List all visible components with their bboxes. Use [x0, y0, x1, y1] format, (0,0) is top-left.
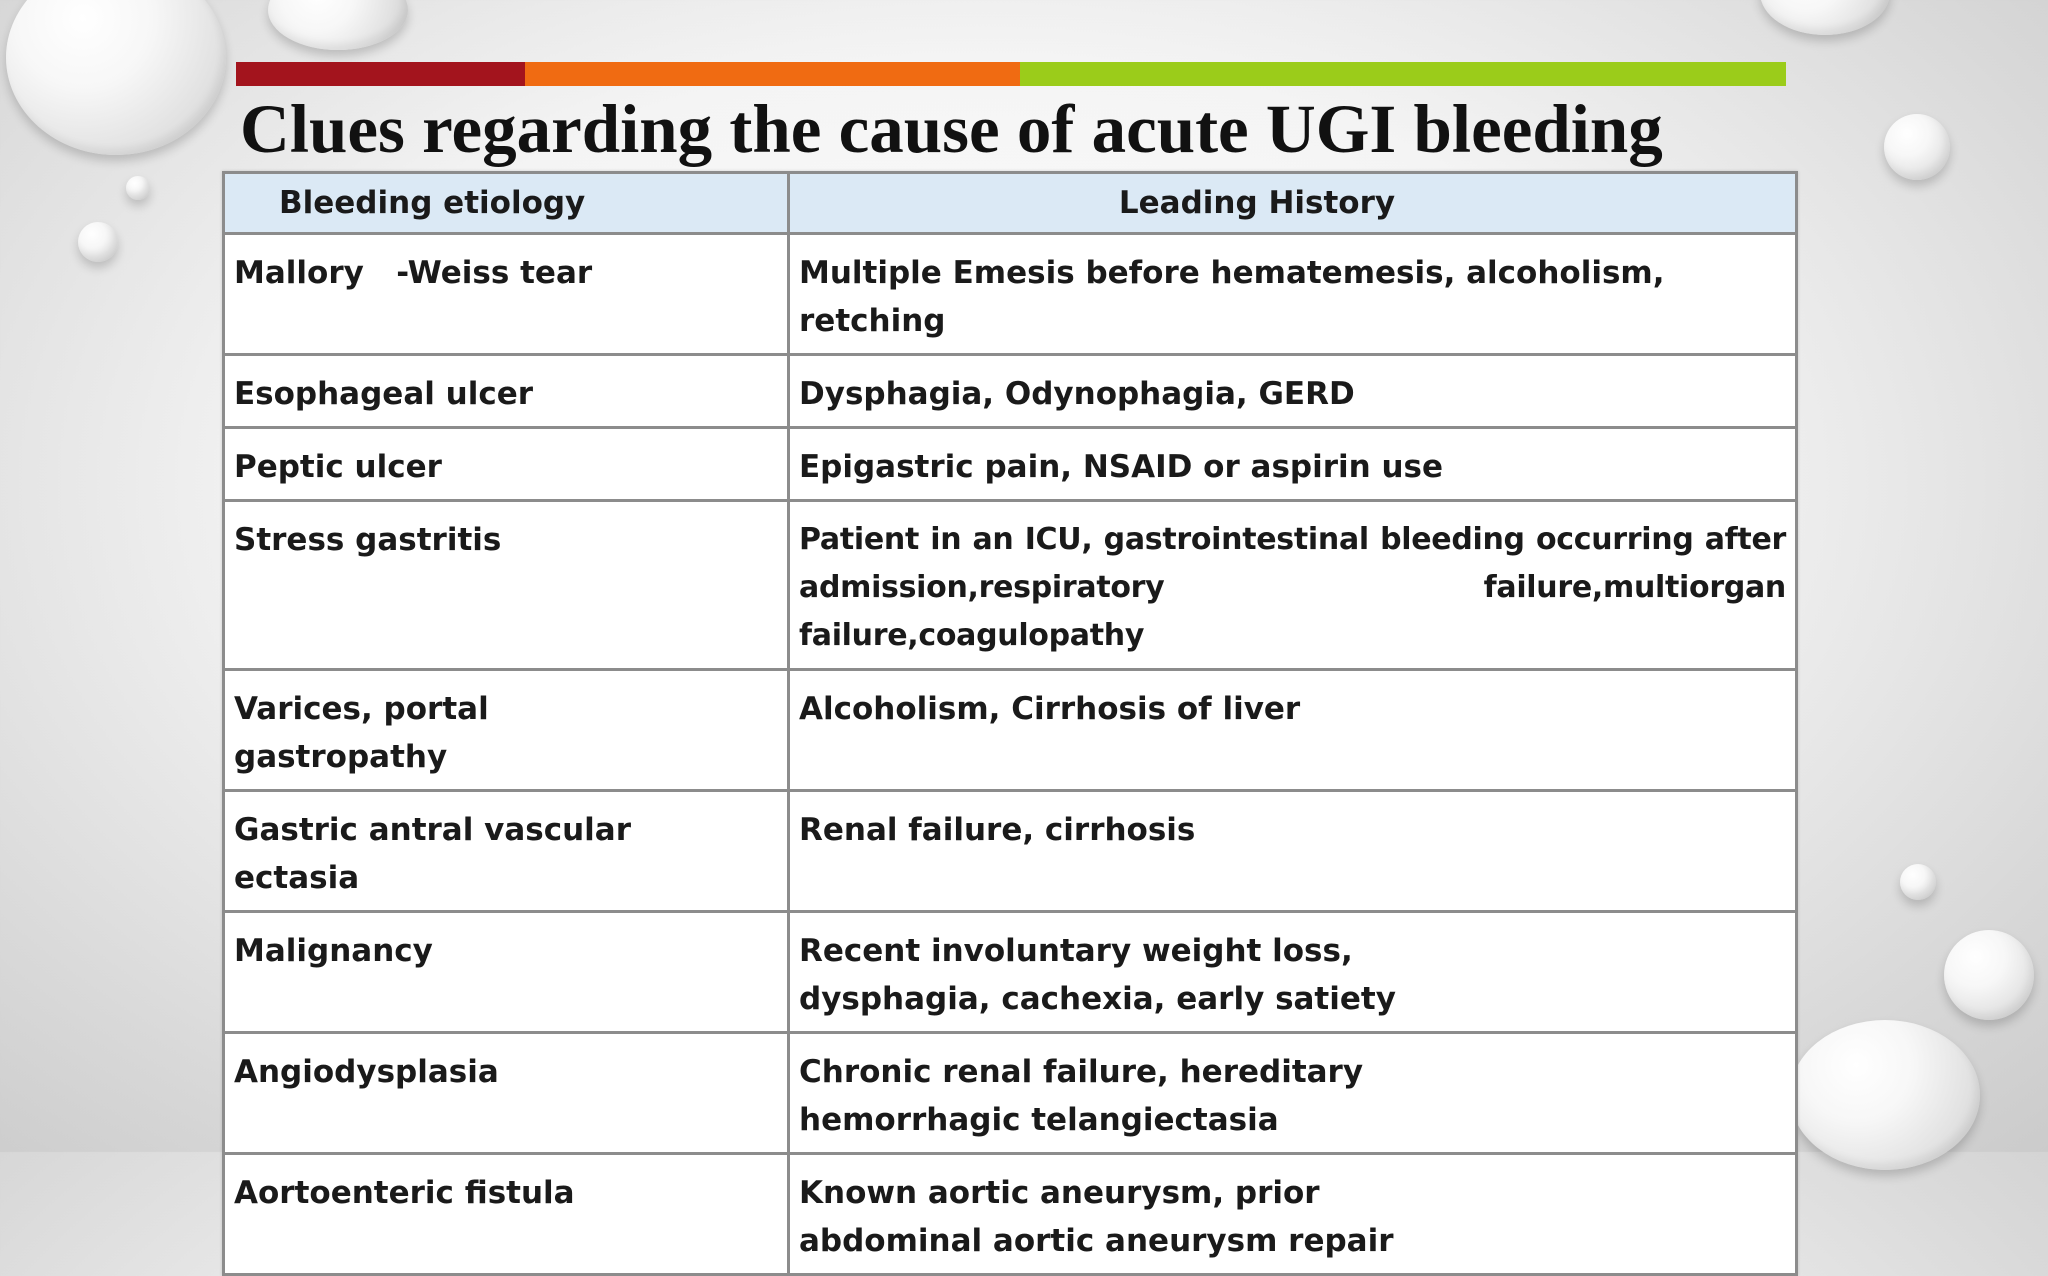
table-row [224, 912, 1797, 1033]
droplet-decoration [268, 0, 408, 50]
table-row [224, 791, 1797, 912]
history-cell: Recent involuntary weight loss, dysphagia, cachexia, early satiety [789, 912, 1797, 1033]
droplet-decoration [126, 176, 150, 200]
table-row [224, 1033, 1797, 1154]
table-row [224, 428, 1797, 501]
header-bleeding-etiology: Bleeding etiology [224, 173, 789, 234]
droplet-decoration [1884, 114, 1950, 180]
etiology-cell: Varices, portal gastropathy [224, 670, 789, 791]
history-cell: Renal failure, cirrhosis [789, 791, 1797, 912]
history-cell: Epigastric pain, NSAID or aspirin use [789, 428, 1797, 501]
etiology-cell: Malignancy [224, 912, 789, 1033]
history-cell: Multiple Emesis before hematemesis, alcoholism, retching [789, 234, 1797, 355]
table-row [224, 1154, 1797, 1275]
clues-table [222, 171, 1798, 1276]
etiology-cell: Peptic ulcer [224, 428, 789, 501]
history-cell: Alcoholism, Cirrhosis of liver [789, 670, 1797, 791]
history-cell: Known aortic aneurysm, prior abdominal aortic aneurysm repair [789, 1154, 1797, 1275]
table-header-row [224, 173, 1797, 234]
droplet-decoration [1944, 930, 2034, 1020]
etiology-cell: Angiodysplasia [224, 1033, 789, 1154]
history-cell: Chronic renal failure, hereditary hemorrhagic telangiectasia [789, 1033, 1797, 1154]
etiology-cell: Mallory -Weiss tear [224, 234, 789, 355]
title-stripe-orange [525, 62, 1020, 86]
etiology-cell: Stress gastritis [224, 501, 789, 670]
droplet-decoration [1900, 864, 1936, 900]
title-stripe-green [1020, 62, 1786, 86]
history-cell: Dysphagia, Odynophagia, GERD [789, 355, 1797, 428]
etiology-cell: Esophageal ulcer [224, 355, 789, 428]
etiology-cell: Gastric antral vascular ectasia [224, 791, 789, 912]
droplet-decoration [1760, 0, 1890, 35]
slide-title: Clues regarding the cause of acute UGI bleeding [240, 91, 1663, 167]
header-leading-history: Leading History [789, 173, 1797, 234]
title-stripe-red [236, 62, 525, 86]
table-row [224, 355, 1797, 428]
table-row [224, 501, 1797, 670]
etiology-cell: Aortoenteric fistula [224, 1154, 789, 1275]
table-row [224, 670, 1797, 791]
droplet-decoration [6, 0, 226, 155]
droplet-decoration [78, 222, 118, 262]
droplet-decoration [1790, 1020, 1980, 1170]
history-cell: Patient in an ICU, gastrointestinal bleeding occurring after admission,respiratory failure,multiorgan failure,coagulopathy [789, 501, 1797, 670]
table-row [224, 234, 1797, 355]
